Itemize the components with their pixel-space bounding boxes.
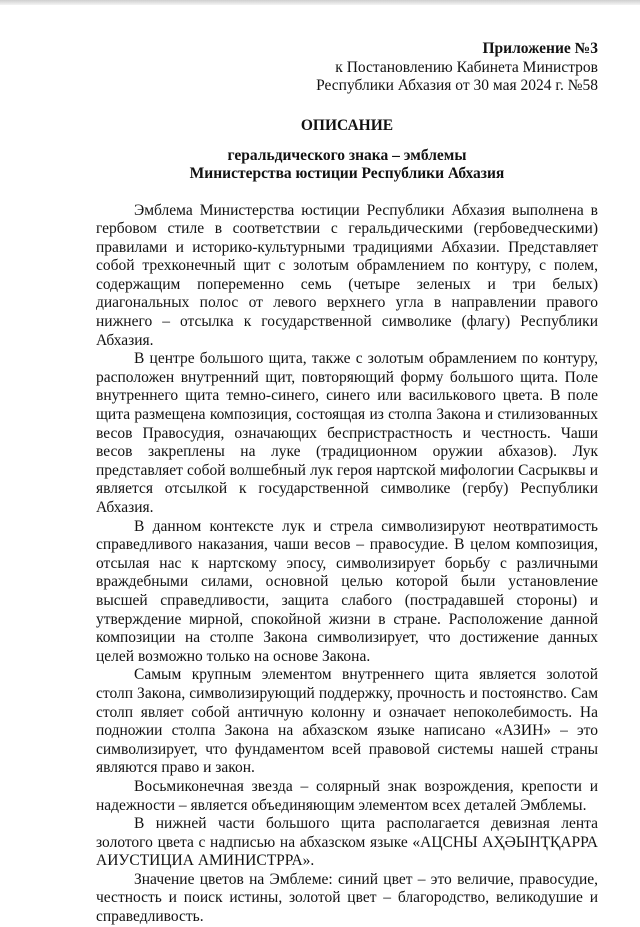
paragraph: Эмблема Министерства юстиции Республики Абхазия выполнена в гербовом стиле в соответствии с геральдическими (гербоведческими) правилами и историко-культурными традициями Абхазии. Представляет собой трехконечный щит с золотым обрамлением по контуру, с полем, содержащим попеременно семь (четыре зеленых и три белых) диагональных полос от левого верхнего угла в направлении правого нижнего – отсылка к государственной символике (флагу) Республики Абхазия. [96, 201, 598, 349]
paragraph: Самым крупным элементом внутреннего щита является золотой столп Закона, символизирующий поддержку, прочность и постоянство. Сам столп являет собой античную колонну и означает непоколебимость. На подножии столпа Закона на абхазском языке написано «АЗИН» – это символизирует, что фундаментом всей правовой системы нашей страны являются право и закон. [96, 666, 598, 777]
paragraph: В данном контексте лук и стрела символизируют неотвратимость справедливого наказания, чаши весов – правосудие. В целом композиция, отсылая нас к нартскому эпосу, символизирует борьбу с различными враждебными силами, основной целью которой были установление высшей справедливости, защита слабого (пострадавшей стороны) и утверждение мирной, спокойной жизни в стране. Расположение данной композиции на столпе Закона символизирует, что достижение данных целей возможно только на основе Закона. [96, 517, 598, 665]
document-subtitle-line-1: геральдического знака – эмблемы [227, 146, 467, 164]
document-subtitle-line-2: Министерства юстиции Республики Абхазия [189, 165, 505, 182]
appendix-reference-line-2: Республики Абхазия от 30 мая 2024 г. №58 [316, 77, 598, 94]
appendix-title: Приложение №3 [482, 40, 598, 57]
scan-edge-shadow [0, 0, 640, 5]
paragraph: В центре большого щита, также с золотым обрамлением по контуру, расположен внутренний щит, повторяющий форму большого щита. Поле внутреннего щита темно-синего, синего или василькового цвета. В поле щита размещена композиция, состоящая из столпа Закона и стилизованных весов Правосудия, означающих беспристрастность и честность. Чаши весов закреплены на луке (традиционном оружии абхазов). Лук представляет собой волшебный лук героя нартской мифологии Сасрыквы и является отсылкой к государственной символике (гербу) Республики Абхазия. [96, 350, 598, 516]
appendix-header [96, 40, 598, 96]
document-subtitle [96, 147, 598, 184]
document-body [96, 202, 598, 927]
document-title: ОПИСАНИЕ [300, 116, 394, 134]
appendix-reference-line-1: к Постановлению Кабинета Министров [335, 58, 598, 76]
document-page [96, 40, 598, 927]
paragraph: Значение цветов на Эмблеме: синий цвет – это величие, правосудие, честность и поиск истины, золотой цвет – благородство, великодушие и справедливость. [96, 870, 598, 926]
paragraph: В нижней части большого щита располагается девизная лента золотого цвета с надписью на абхазском языке «АЦСНЫ АҲӘЫНҬҚАРРА АИУСТИЦИА АМИНИСТРРА». [96, 815, 598, 870]
paragraph: Восьмиконечная звезда – солярный знак возрождения, крепости и надежности – является объединяющим элементом всех деталей Эмблемы. [96, 777, 598, 814]
